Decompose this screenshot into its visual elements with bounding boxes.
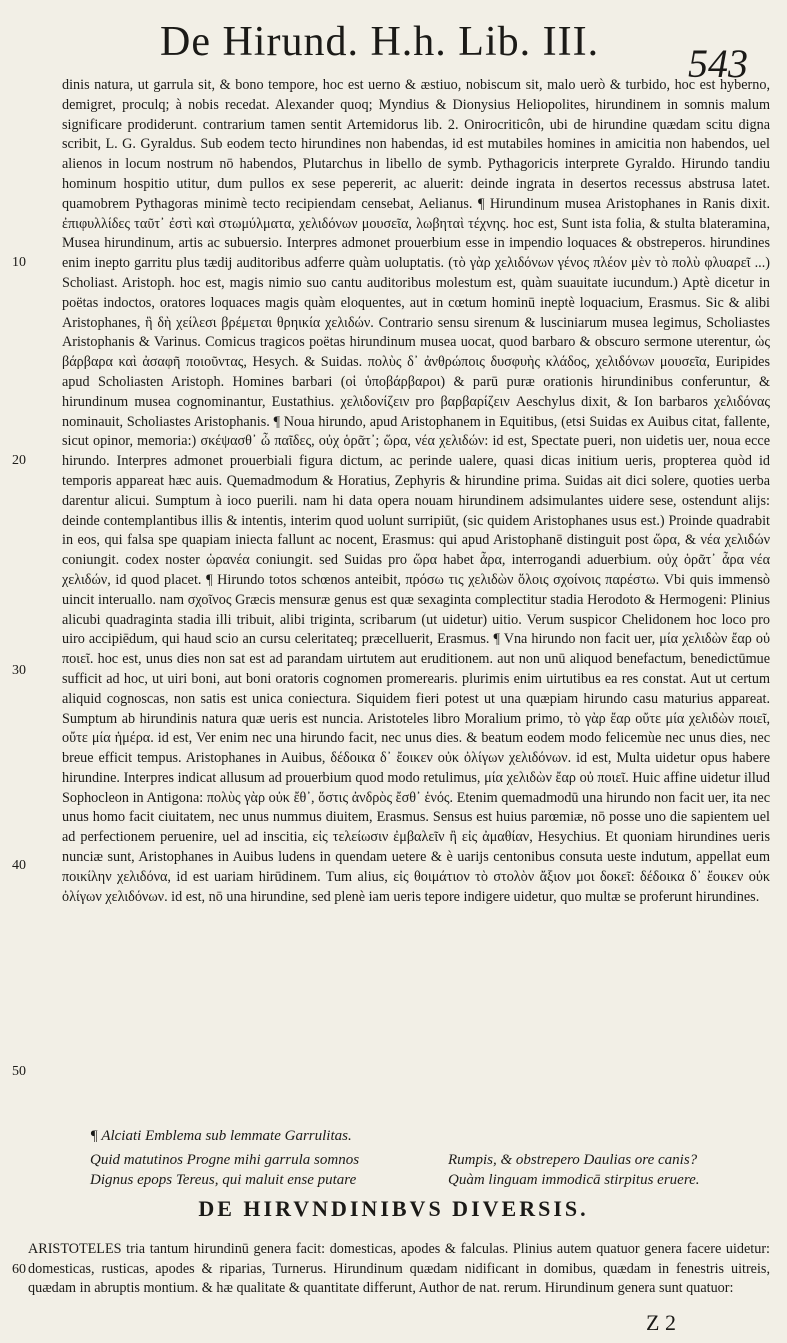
line-number-60: 60 <box>12 1262 26 1277</box>
emblem-heading: ¶ Alciati Emblema sub lemmate Garrulitas. <box>90 1128 352 1144</box>
page-number: 543 <box>688 41 748 86</box>
line-number-40: 40 <box>12 858 26 873</box>
emblem-verse-left-1: Quid matutinos Progne mihi garrula somnos <box>90 1152 360 1168</box>
emblem-verse-right-2: Quàm linguam immodicā stirpitus eruere. <box>448 1172 700 1188</box>
line-number-30: 30 <box>12 663 26 678</box>
line-number-50: 50 <box>12 1064 26 1079</box>
main-body-text <box>62 76 770 907</box>
running-title: De Hirund. H.h. Lib. III. <box>160 19 600 65</box>
section-body-text <box>28 1240 770 1299</box>
line-number-20: 20 <box>12 453 26 468</box>
line-number-10: 10 <box>12 255 26 270</box>
signature-mark: Z 2 <box>646 1310 676 1335</box>
emblem-verse-left-2: Dignus epops Tereus, qui maluit ense putare <box>90 1172 357 1188</box>
running-head <box>0 18 787 86</box>
body-paragraph: dinis natura, ut garrula sit, & bono tempore, hoc est uerno & æstiuo, nobiscum sit, malo uerò & turbido, hoc est hyberno, demigret, proculq; à nobis recedat. Alexander quoq; Myndius & Dionysius Heliopolites, hirundinem in somnis malum significare prodiderunt. contrarium tamen sentit Artemidorus lib. 2. Onirocriticôn, ubi de hirundine quædam scitu digna scribit, L. G. Gyraldus. Sub eodem tecto hirundines non habendas, id est mutabiles homines in amicitia non habendos, uel alienos in locum nostrum nō habendos, Plutarchus in libello de symb. Pythagoricis interprete Gyraldo. Hirundo tandiu hominum hospitio utitur, dum pullos ex sese pepererit, ac aluerit: deinde ingrata in desertos recessus abstrusa latet. quamobrem Pythagoras minimè tecto recipiendam censebat, Aelianus. ¶ Hirundinum musea Aristophanes in Ranis dixit. ἐπιφυλλίδες ταῦτ᾽ ἐστὶ καὶ στωμύλματα, χελιδόνων μουσεῖα, λωβηταὶ τέχνης. hoc est, Sunt ista folia, & stulta blateramina, Musea hirundinum, artis ac subuersio. Interpres admonet prouerbium esse in impendio loquaces & obstreperos. hirundines enim inepto garritu plus tædij auditoribus adferre quàm uoluptatis. (τὸ γὰρ χελιδόνων γένος πλέον μὲν τὸ πολὺ φλυαρεῖ ...) Scholiast. Aristoph. hoc est, magis nimio suo cantu auditoribus molestum est, quàm suauitate iucundum.) Aptè dicetur in poëtas indoctos, oratores loquaces magis quàm eloquentes, aut in cœtum hominū ineptè loquacium, Erasmus. Sic & alibi Aristophanes, ἣ δὴ χείλεσι βρέμεται θρηικία χελιδών. Contrario sensu sirenum & lusciniarum musea legimus, Scholiastes Aristophanis & Varinus. Comicus tragicos poëtas hirundinum musea uocat, quod barbaro & obscuro sermone uterentur, ὡς βάρβαρα καὶ ἀσαφῆ ποιοῦντας, Hesych. & Suidas. πολὺς δ᾽ ἀνθρώποις δυσφυὴς κλάδος, χελιδόνων μουσεῖα, Euripides apud Scholiasten Aristoph. Homines barbari (οἱ ὑποβάρβαροι) & parū puræ orationis hirundinibus conferuntur, & hirundinum musea cognominantur, Eustathius. χελιδονίζειν pro βαρβαρίζειν Aeschylus dixit, & Ion barbaros χελιδόνας nominauit, Scholiastes Aristophanis. ¶ Noua hirundo, apud Aristophanem in Equitibus, (etsi Suidas ex Auibus citat, fallente, sicut opinor, memoria:) σκέψασθ᾽ ὦ παῖδες, οὐχ ὁρᾶτ᾽; ὥρα, νέα χελιδών: id est, Spectate pueri, non uidetis uer, noua ecce hirundo. Interpres admonet prouerbiali figura dictum, ac perinde ualere, quasi dicas initium ueris, propterea quòd id temporis appareat hæc auis. Quemadmodum & Horatius, Zephyris & hirundine prima. Suidas ait dici solere, quoties uerba darentur alicui. Sumptum à ioco puerili. nam hi data opera nouam hirundinem adsimulantes uidere sese, ostendunt alijs: deinde contemplantibus illis & intentis, interim quod uolunt surripiūt, (sic quidem Aristophanes usus est.) Proinde quadrabit in eos, qui falsa spe quapiam iniecta fallunt ac nocent, Erasmus: qui apud Aristophanē distinguit post ὥρα, & νέα χελιδών coniungit. codex noster ὡρανέα coniungit. sed Suidas pro ὥρα habet ἆρα, interrogandi aduerbium. οὐχ ὁρᾶτ᾽ ἆρα νέα χελιδών, id quod placet. ¶ Hirundo totos schœnos anteibit, πρόσω τις χελιδὼν ὅλοις σχοίνοις παρέστω. Vbi quis immensò uincit interuallo. nam σχοῖνος Græcis mensuræ genus est quæ sexaginta complectitur stadia Herodoto & Hermogeni: Plinius alicubi quadraginta stadia illi tribuit, alibi triginta, scribarum (ut uidetur) uitio. Verum suspicor Chelidonem hoc loco pro uiro accipiēdum, qui haud scio an cursu celeritateq; præcelluerit, Erasmus. ¶ Vna hirundo non facit uer, μία χελιδὼν ἔαρ οὐ ποιεῖ. hoc est, unus dies non sat est ad parandam uirtutem aut eruditionem. aut non unū aliquod benefactum, benedictūmue sufficit ad hoc, ut uiri boni, aut boni oratoris cognomen promerearis. plurimis enim uirtutibus ea res constat. Aut ut certum aliquid cognoscas, non satis est unica coniectura. Siquidem fieri potest ut una quæpiam hirundo casu maturius appareat. Sumptum ab hirundinis natura quæ ueris est nuncia. Aristoteles libro Moralium primo, τὸ γὰρ ἔαρ οὔτε μία χελιδὼν ποιεῖ, οὔτε μία ἡμέρα. id est, Ver enim nec una hirundo facit, nec unus dies. & beatum eodem modo felicemùe nec unus dies, nec breue efficit tempus. Aristophanes in Auibus, δέδοικα δ᾽ ἔοικεν οὐκ ὀλίγων χελιδόνων. id est, Multa uidetur opus habere hirundine. Interpres indicat allusum ad prouerbium quod modo retulimus, μία χελιδὼν ἔαρ οὐ ποιεῖ. Huic affine uidetur illud Sophocleon in Antigona: πολὺς γὰρ οὐκ ἔθ᾽, ὅστις ἀνδρὸς ἔσθ᾽ ἑνός. Etenim quemadmodū una hirundo non facit uer, ita nec unus homo facit ciuitatem, nec unus nummus diuitem, Erasmus. Sensus est huius parœmiæ, nō posse uno die sapientem uel ad perfectionem peruenire, uel ad inscitia, εἰς τελείωσιν ἐμβαλεῖν ἢ εἰς ἀμαθίαν, Hesychius. Et quoniam hirundines ueris nunciæ sunt, Aristophanes in Auibus ludens in quendam uetere & è uarijs centonibus consuta ueste indutum, appellat eum ποικίλην χελιδόνα, id est uariam hirūdinem. Tum alius, εἰς θοιμάτιον τὸ στολὸν ἄξιον μοι δοκεῖ: δέδοικα δ᾽ ἔοικεν οὐκ ὀλίγων χελιδόνων. id est, nō una hirundine, sed plenè iam ueris tepore indigere uidetur, quo multæ se proferunt hirundines. <box>62 77 770 905</box>
section-heading: DE HIRVNDINIBVS DIVERSIS. <box>198 1196 589 1221</box>
section-paragraph: ARISTOTELES tria tantum hirundinū genera facit: domesticas, apodes & falculas. Plinius autem quatuor genera facere uidetur: domesticas, rusticas, apodes & riparias, Turnerus. Hirundinum quædam nidificant in domibus, quædam in fenestris uitreis, quædam in abruptis montium. & hæ qualitate & quantitate differunt, Author de nat. rerum. Hirundinum genera sunt quatuor: <box>28 1241 770 1296</box>
emblem-verse-right-1: Rumpis, & obstrepero Daulias ore canis? <box>448 1152 698 1168</box>
